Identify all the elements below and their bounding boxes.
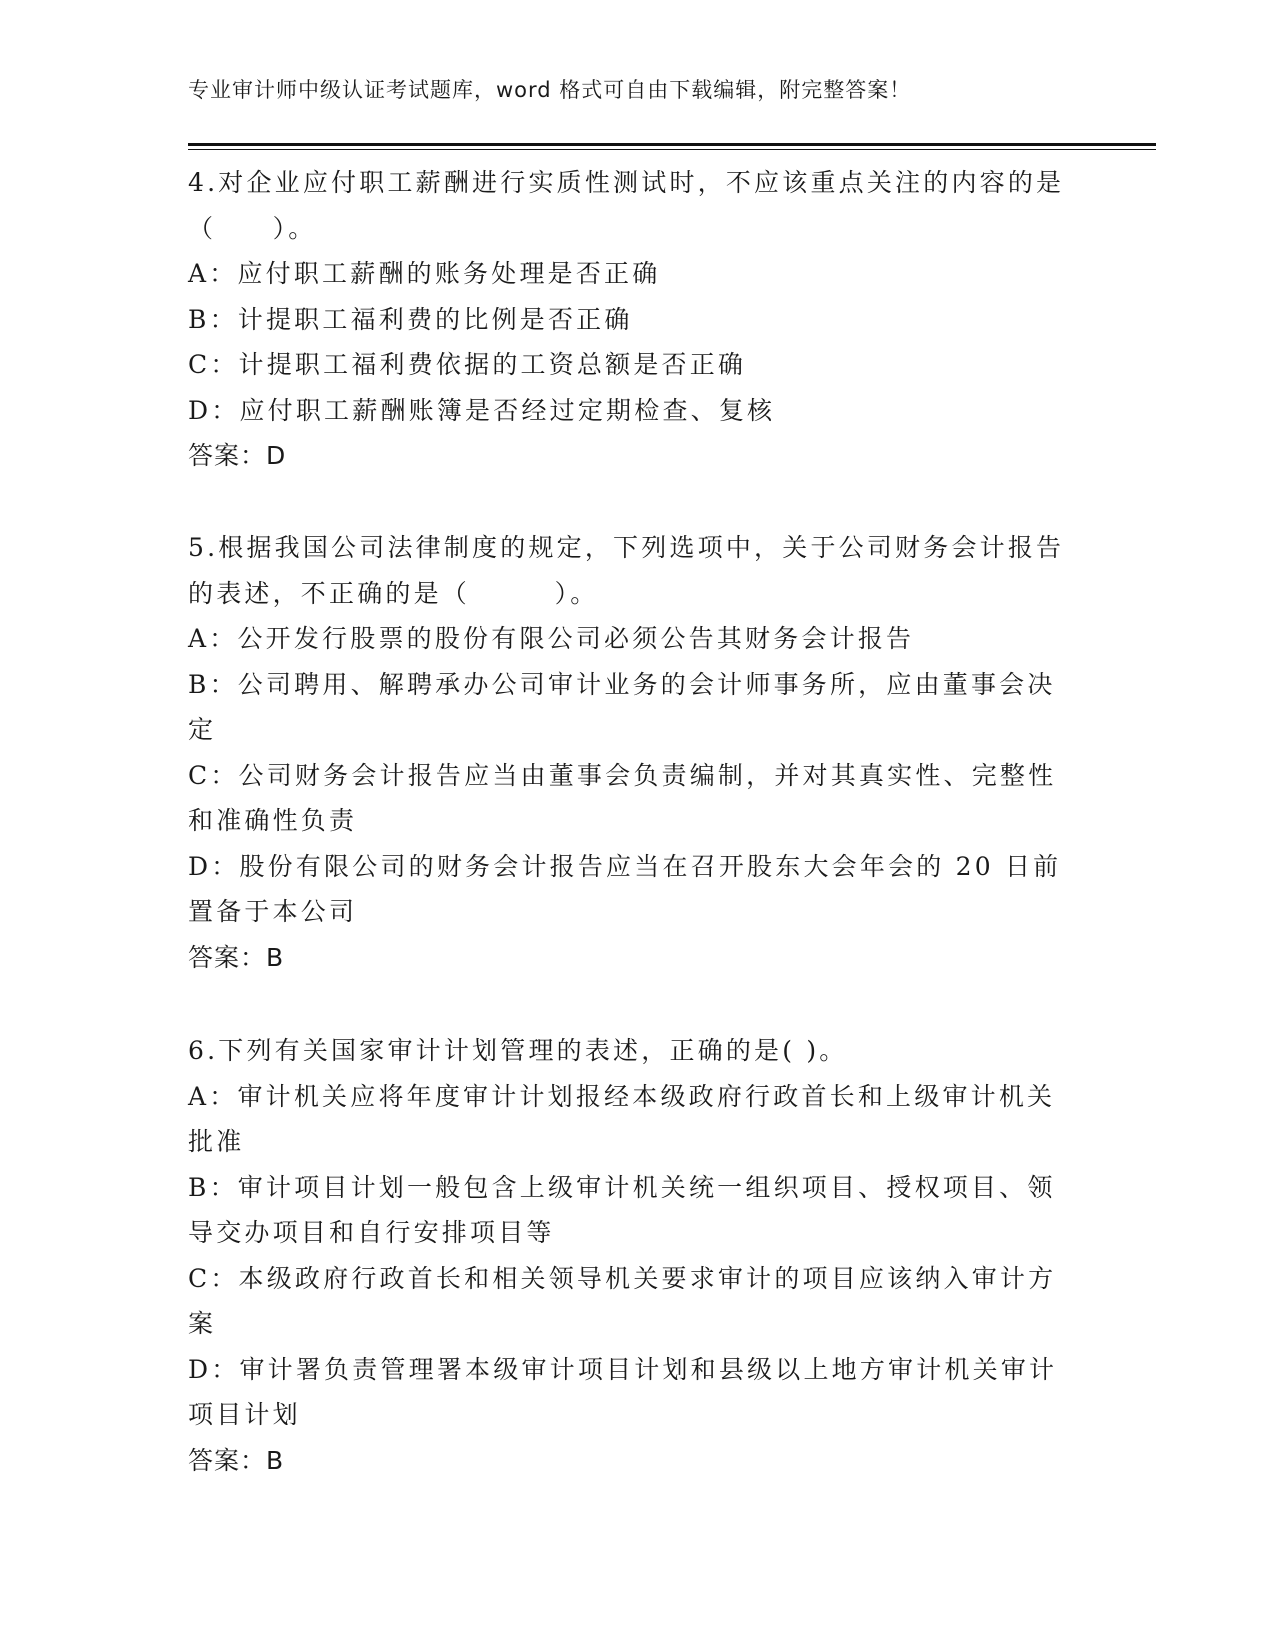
option-a: A：公开发行股票的股份有限公司必须公告其财务会计报告 (188, 624, 915, 653)
answer-text: 答案：B (188, 1445, 285, 1475)
answer-text: 答案：B (188, 942, 285, 972)
header-rule-thin (188, 149, 1156, 150)
option-d: D：审计署负责管理署本级审计项目计划和县级以上地方审计机关审计项目计划 (188, 1354, 1058, 1429)
header-rule-thick (188, 143, 1156, 146)
option-c: C：本级政府行政首长和相关领导机关要求审计的项目应该纳入审计方案 (188, 1263, 1057, 1338)
question-5 (188, 525, 1068, 980)
question-stem: 6.下列有关国家审计计划管理的表述，正确的是( )。 (188, 1036, 848, 1065)
option-b: B：公司聘用、解聘承办公司审计业务的会计师事务所，应由董事会决定 (188, 669, 1056, 744)
option-c: C：计提职工福利费依据的工资总额是否正确 (188, 350, 747, 379)
option-a: A：审计机关应将年度审计计划报经本级政府行政首长和上级审计机关批准 (188, 1081, 1056, 1156)
option-b: B：审计项目计划一般包含上级审计机关统一组织项目、授权项目、领导交办项目和自行安排项目等 (188, 1172, 1056, 1247)
answer-text: 答案：D (188, 441, 287, 470)
option-c: C：公司财务会计报告应当由董事会负责编制，并对其真实性、完整性和准确性负责 (188, 760, 1057, 835)
question-stem: 4.对企业应付职工薪酬进行实质性测试时，不应该重点关注的内容的是（ ）。 (188, 168, 1065, 243)
option-d: D：股份有限公司的财务会计报告应当在召开股东大会年会的 20 日前置备于本公司 (188, 851, 1062, 926)
option-d: D：应付职工薪酬账簿是否经过定期检查、复核 (188, 395, 776, 425)
option-b: B：计提职工福利费的比例是否正确 (188, 304, 633, 334)
question-4 (188, 160, 1068, 479)
option-a: A：应付职工薪酬的账务处理是否正确 (188, 259, 661, 288)
question-stem: 5.根据我国公司法律制度的规定，下列选项中，关于公司财务会计报告的表述，不正确的是（ ）。 (188, 533, 1065, 608)
question-6 (188, 1028, 1068, 1483)
page-header-text: 专业审计师中级认证考试题库，word 格式可自由下载编辑，附完整答案！ (188, 78, 912, 102)
